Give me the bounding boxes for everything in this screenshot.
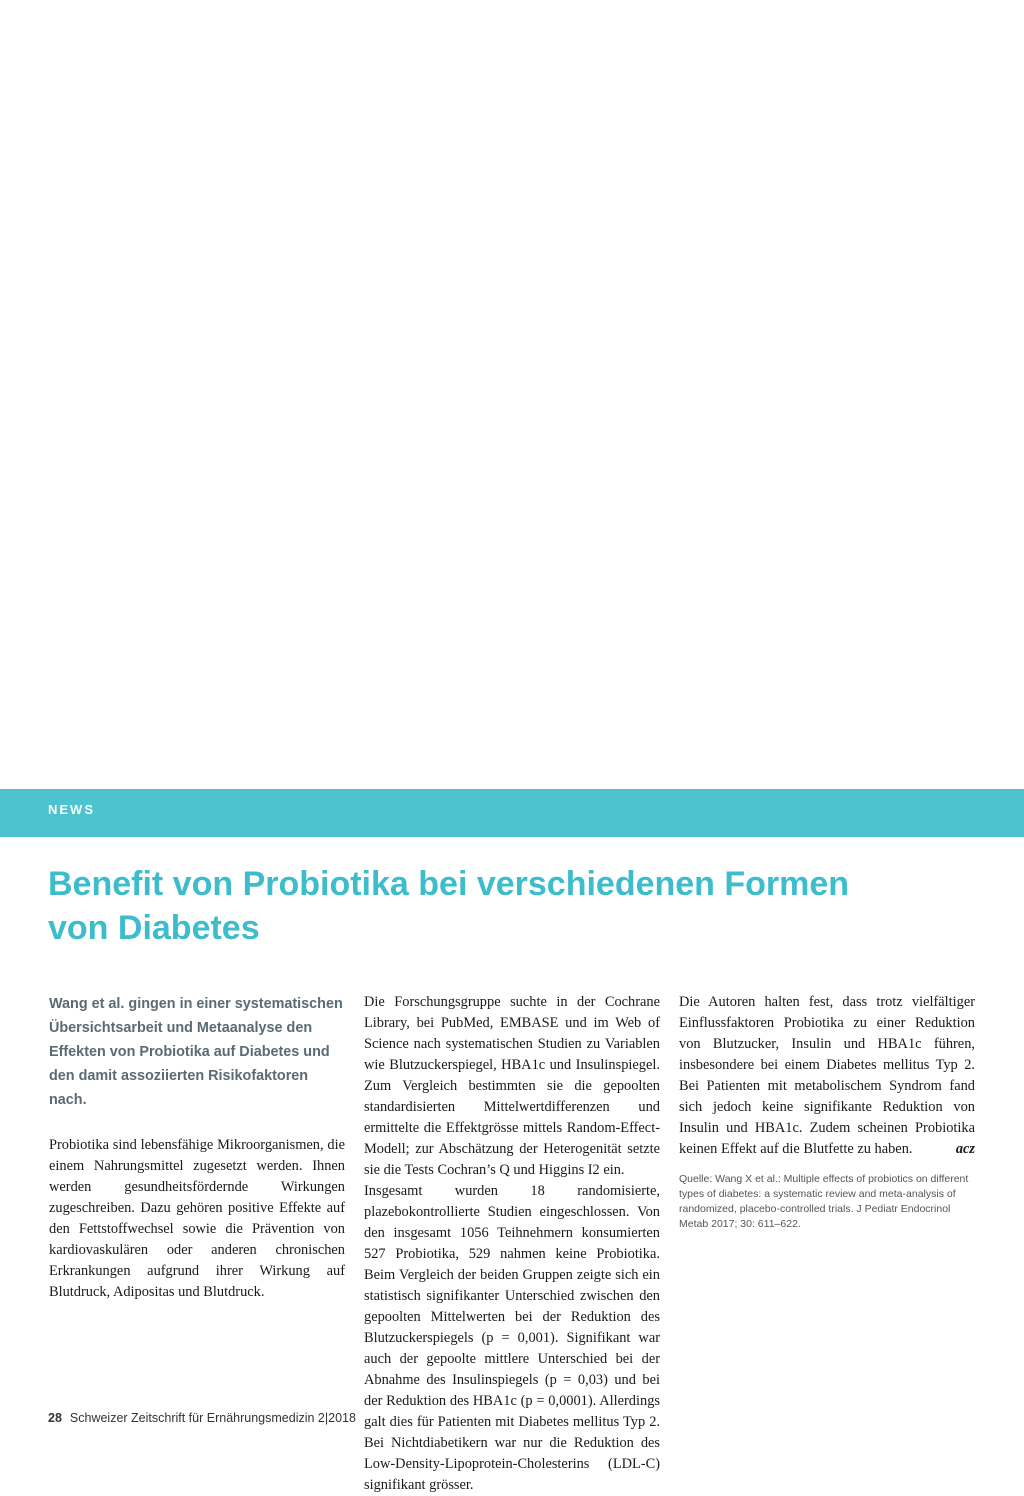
section-bar: [0, 789, 1024, 837]
page-number: 28: [48, 1411, 62, 1425]
paragraph-3: Insgesamt wurden 18 randomisierte, plazebokontrollierte Studien eingeschlossen. Von den insgesamt 1056 Teihnehmern konsumierten 527 Probiotika, 529 nahmen keine Probiotika. Beim Vergleich der beiden Gruppen zeigte sich ein statistisch signifikanter Unterschied zwischen den gepoolten Mittelwerten bei der Reduktion des Blutzuckerspiegels (p = 0,001). Signifikant war auch der gepoolte mittlere Unterschied bei der Abnahme des Insulinspiegels (p = 0,03) und bei der Reduktion des HBA1c (p = 0,0001). Allerdings galt dies für Patienten mit Diabetes mellitus Typ 2. Bei Nichtdiabetikern war nur die Reduktion des Low-Density-Lipoprotein-Cholesterins (LDL-C) signifikant grösser.: [364, 1183, 660, 1493]
journal-name: Schweizer Zeitschrift für Ernährungsmedizin 2|2018: [69, 1411, 356, 1425]
page-footer: [48, 1411, 356, 1425]
paragraph-1: Probiotika sind lebensfähige Mikroorganismen, die einem Nahrungsmittel zugesetzt werden. Ihnen werden gesundheitsfördernde Wirkungen zugeschreiben. Dazu gehören positive Effekte auf den Fettstoffwechsel sowie die Prävention von kardiovaskulären oder anderen chronischen Erkrankungen aufgrund ihrer Wirkung auf Blutdruck, Adipositas und Blutdruck.: [49, 1137, 345, 1300]
source-citation: Quelle: Wang X et al.: Multiple effects of probiotics on different types of diabetes: a systematic review and meta-analysis of randomized, placebo-controlled trials. J Pediatr Endocrinol Metab 2017; 30: 611–622.: [679, 1173, 969, 1230]
paragraph-4: Die Autoren halten fest, dass trotz vielfältiger Einflussfaktoren Probiotika zu einer Reduktion von Blutzucker, Insulin und HBA1c führen, insbesondere bei einem Diabetes mellitus Typ 2. Bei Patienten mit metabolischem Syndrom fand sich jedoch keine signifikante Reduktion von Insulin und HBA1c. Zudem scheinen Probiotika keinen Effekt auf die Blutfette zu haben.: [679, 994, 975, 1157]
article-lead: Wang et al. gingen in einer systematischen Übersichtsarbeit und Metaanalyse den Effekten von Probiotika auf Diabetes und den damit assoziierten Risikofaktoren nach.: [49, 996, 343, 1108]
paragraph-2: Die Forschungsgruppe suchte in der Cochrane Library, bei PubMed, EMBASE und im Web of Science nach systematischen Studien zu Variablen wie Blutzuckerspiegel, HBA1c und Insulinspiegel. Zum Vergleich bestimmten sie die gepoolten standardisierten Mittelwertdifferenzen und ermittelte die Effektgrösse mittels Random-Effect-Modell; zur Abschätzung der Heterogenität setzte sie die Tests Cochran’s Q und Higgins I2 ein.: [364, 994, 660, 1178]
article-title: [48, 862, 948, 950]
article-title-line-2: von Diabetes: [48, 909, 260, 947]
section-label: NEWS: [48, 802, 95, 817]
column-1: [49, 992, 345, 1303]
column-3: [679, 992, 975, 1232]
column-2: [364, 992, 660, 1496]
article-title-line-1: Benefit von Probiotika bei verschiedenen Formen: [48, 865, 850, 903]
author-signature: acz: [955, 1141, 975, 1157]
